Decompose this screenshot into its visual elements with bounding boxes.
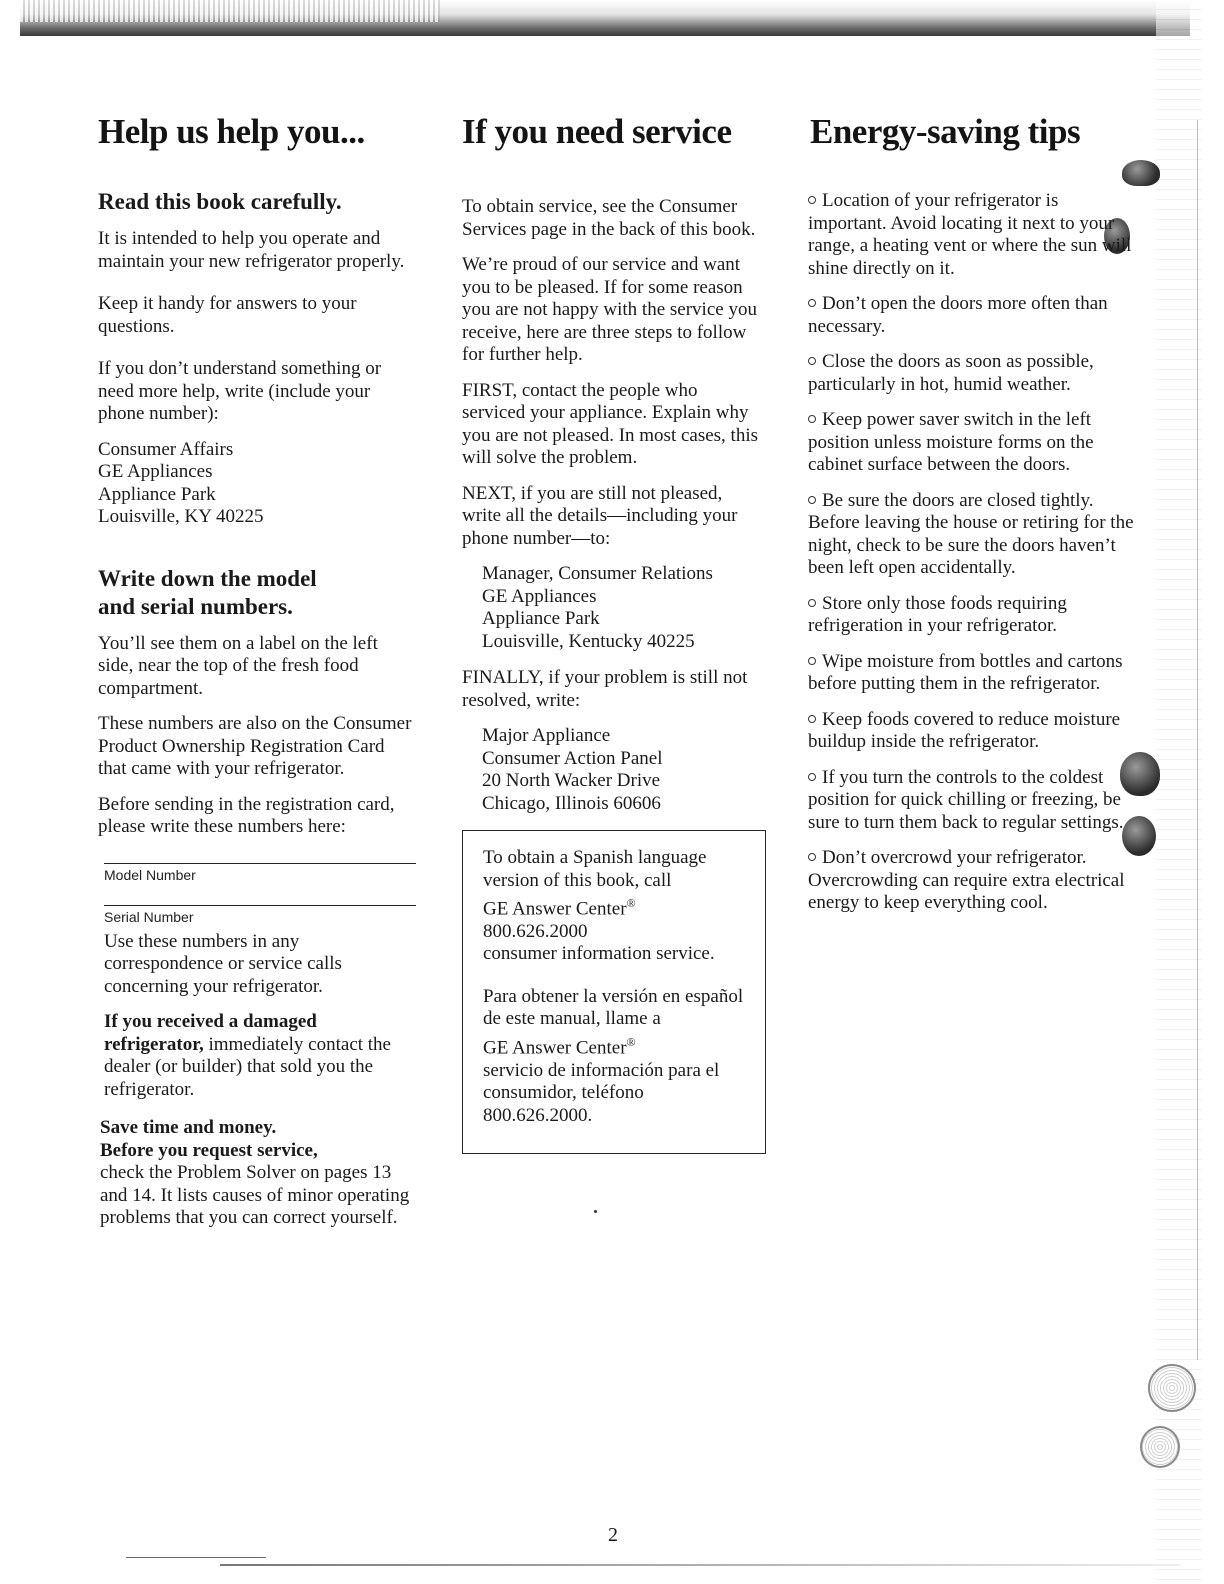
tip-item [808,847,1138,915]
save-rest: check the Problem Solver on pages 13 and 14. It lists causes of minor operating problems that you can correct yourself. [100,1162,410,1228]
spanish-box-spanish [483,986,755,1127]
scan-right-margin [1156,0,1202,1584]
spanish-info-box [462,830,766,1154]
tip-item [808,709,1138,754]
tip-text: Keep power saver switch in the left position unless moisture forms on the cabinet surface between the doors. [808,409,1094,475]
tip-item [808,767,1138,835]
tip-text: Be sure the doors are closed tightly. Before leaving the house or retiring for the night, check to be sure the doors haven’t been left open accidentally. [808,489,1134,578]
tip-item [808,651,1138,696]
address-line: Major Appliance [482,725,611,746]
tip-text: Wipe moisture from bottles and cartons before putting them in the refrigerator. [808,650,1123,694]
tip-text: Keep foods covered to reduce moisture buildup inside the refrigerator. [808,708,1121,752]
scan-top-speckle [20,0,440,22]
paragraph-intended: It is intended to help you operate and maintain your new refrigerator properly. [98,228,405,272]
damaged-rest: immediately contact the dealer (or builder) that sold you the refrigerator. [104,1033,391,1100]
paragraph-dont-understand: If you don’t understand something or need more help, write (include your phone number): [98,358,382,424]
address-line: Consumer Affairs [98,438,234,460]
tip-item [808,593,1138,638]
address-line: 20 North Wacker Drive [482,770,661,791]
english-answer-center: GE Answer Center [483,898,627,920]
paragraph-save-time [100,1117,416,1230]
paragraph-first: FIRST, contact the people who serviced your appliance. Explain why you are not pleased. In most cases, this will solve the problem. [462,379,759,468]
spanish-answer-center: GE Answer Center [483,1037,627,1059]
tip-item [808,293,1138,338]
paragraph-registration-card: These numbers are also on the Consumer Product Ownership Registration Card that came with your refrigerator. [98,713,412,779]
bottom-rule-scan [220,1564,1180,1566]
address-line: Appliance Park [98,483,216,505]
save-lead-2: Before you request service, [100,1139,318,1161]
address-line: GE Appliances [98,461,213,482]
column-service [462,112,762,829]
address-line: Chicago, Illinois 60606 [482,792,661,814]
tip-text: If you turn the controls to the coldest position for quick chilling or freezing, be sure to turn them back to regular settings. [808,766,1124,833]
model-number-field[interactable]: Model Number [104,863,416,883]
subheading-write-down [98,565,416,621]
tip-item [808,409,1138,477]
bullet-icon [808,496,816,504]
tip-item [808,490,1138,580]
bullet-icon [808,415,816,423]
heading-need-service: If you need service [462,112,732,151]
bullet-icon [808,657,816,665]
english-info-service: consumer information service. [483,943,715,965]
bullet-icon [808,357,816,365]
bullet-icon [808,299,816,307]
save-lead-1: Save time and money. [100,1117,277,1138]
tip-text: Don’t open the doors more often than necessary. [808,293,1108,337]
damaged-lead: If you received a damaged refrigerator, [104,1011,317,1055]
paragraph-proud: We’re proud of our service and want you to be pleased. If for some reason you are not happy with the service you receive, here are three steps to follow for further help. [462,254,757,365]
paragraph-finally: FINALLY, if your problem is still not resolved, write: [462,667,748,711]
subheading-read-book: Read this book carefully. [98,189,342,214]
tip-text: Location of your refrigerator is important. Avoid locating it next to your range, a heating vent or where the sun will shine directly on it. [808,190,1132,279]
punch-ring-1 [1148,1364,1196,1412]
column-energy-tips [808,112,1138,928]
paragraph-label-location: You’ll see them on a label on the left side, near the top of the fresh food compartment. [98,632,378,699]
serial-number-field[interactable]: Serial Number [104,905,416,925]
punch-ring-2 [1140,1426,1180,1468]
paragraph-before-sending: Before sending in the registration card, please write these numbers here: [98,793,395,837]
address-line: Louisville, Kentucky 40225 [482,630,695,652]
spanish-box-english [483,847,755,966]
scan-speck [594,1210,597,1213]
paragraph-obtain-service: To obtain service, see the Consumer Services page in the back of this book. [462,196,756,240]
english-obtain: To obtain a Spanish language version of this book, call [483,847,707,891]
tip-text: Close the doors as soon as possible, particularly in hot, humid weather. [808,351,1094,395]
registered-mark: ® [626,1034,636,1049]
scan-right-rule [1197,120,1198,1360]
subheading-write-down-line1: Write down the model [98,565,317,591]
paragraph-use-numbers: Use these numbers in any correspondence or service calls concerning your refrigerator. [104,930,342,997]
english-phone: 800.626.2000 [483,920,588,942]
tip-text: Store only those foods requiring refrigeration in your refrigerator. [808,592,1067,636]
address-line: Manager, Consumer Relations [482,563,713,584]
heading-energy-tips: Energy-saving tips [810,112,1081,151]
spanish-obtain: Para obtener la versión en español de este manual, llame a [483,985,744,1030]
bullet-icon [808,599,816,607]
paragraph-keep-handy: Keep it handy for answers to your questions. [98,293,357,337]
bullet-icon [808,853,816,861]
address-line: Louisville, KY 40225 [98,506,264,527]
registered-mark: ® [626,896,636,910]
tip-item [808,190,1138,280]
page-number: 2 [608,1524,618,1546]
paragraph-next: NEXT, if you are still not pleased, write all the details—including your phone number—to: [462,482,738,549]
bullet-icon [808,196,816,204]
bottom-rule-left [126,1557,266,1558]
subheading-write-down-line2: and serial numbers. [98,593,293,619]
address-consumer-relations [462,563,762,653]
bullet-icon [808,715,816,723]
heading-help-us: Help us help you... [98,112,365,151]
address-line: Appliance Park [482,608,600,629]
tip-text: Don’t overcrowd your refrigerator. Overcrowding can require extra electrical energy to keep everything cool. [808,847,1125,913]
tip-item [808,351,1138,396]
spanish-service: servicio de información para el consumidor, teléfono 800.626.2000. [483,1059,720,1126]
address-action-panel [462,725,762,815]
paragraph-damaged [104,1011,416,1101]
column-help-us [98,112,416,1243]
address-line: GE Appliances [482,585,597,607]
address-consumer-affairs [98,439,416,529]
bullet-icon [808,773,816,781]
tips-list [808,190,1138,915]
address-line: Consumer Action Panel [482,747,663,769]
